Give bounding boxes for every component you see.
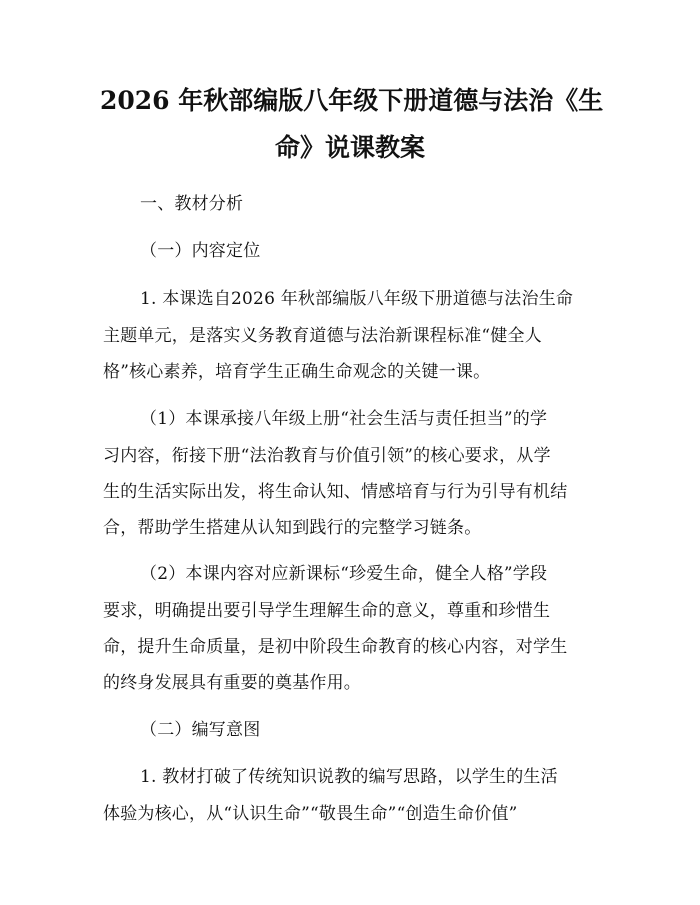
subsection-heading-1: （一）内容定位: [140, 241, 261, 261]
paragraph-line: （1）本课承接八年级上册“社会生活与责任担当”的学: [140, 409, 548, 429]
document-title-line-1: 2026 年秋部编版八年级下册道德与法治《生: [100, 86, 604, 115]
paragraph-line: 主题单元，是落实义务教育道德与法治新课程标准“健全人: [103, 326, 542, 346]
subsection-heading-2: （二）编写意图: [140, 720, 261, 740]
paragraph-line: 命，提升生命质量，是初中阶段生命教育的核心内容，对学生: [103, 637, 568, 657]
paragraph-line: 要求，明确提出要引导学生理解生命的意义，尊重和珍惜生: [103, 601, 551, 621]
paragraph-line: 的终身发展具有重要的奠基作用。: [103, 673, 361, 693]
paragraph-line: 合，帮助学生搭建从认知到践行的完整学习链条。: [103, 518, 482, 538]
paragraph-line: 1. 教材打破了传统知识说教的编写思路，以学生的生活: [140, 767, 558, 787]
paragraph-line: （2）本课内容对应新课标“珍爱生命，健全人格”学段: [140, 564, 548, 584]
paragraph-line: 体验为核心，从“认识生命”“敬畏生命”“创造生命价值”: [103, 804, 518, 824]
paragraph-line: 习内容，衔接下册“法治教育与价值引领”的核心要求，从学: [103, 446, 551, 466]
section-heading-1: 一、教材分析: [140, 194, 244, 214]
paragraph-line: 1. 本课选自2026 年秋部编版八年级下册道德与法治生命: [140, 289, 574, 309]
document-title-line-2: 命》说课教案: [274, 133, 425, 162]
paragraph-line: 生的生活实际出发，将生命认知、情感培育与行为引导有机结: [103, 482, 568, 502]
paragraph-line: 格”核心素养，培育学生正确生命观念的关键一课。: [103, 362, 491, 382]
